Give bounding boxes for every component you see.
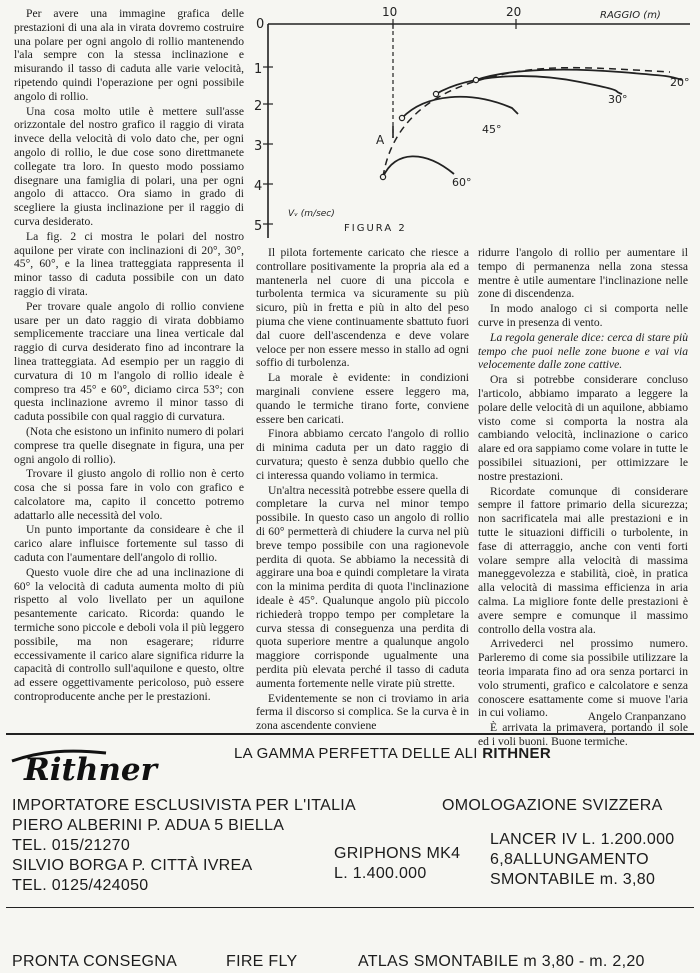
col2-paragraph-3: Finora abbiamo cercato l'angolo di rollio di minima caduta per un dato raggio di curvatura; questo è senza dubbio quello che ci interessa quando voliamo in termica. — [256, 427, 469, 482]
model1-price: L. 1.400.000 — [334, 865, 427, 882]
model2-line1: LANCER IV L. 1.200.000 — [490, 831, 675, 848]
footer-right: ATLAS SMONTABILE m 3,80 - m. 2,20 — [358, 953, 645, 970]
tangent-point-30 — [433, 91, 438, 96]
col3-paragraph-7: È arrivata la primavera, portando il sole ed i voli buoni. Buone termiche. — [478, 721, 688, 748]
y-tick-label-5: 5 — [254, 219, 263, 234]
col1-paragraph-1: Per avere una immagine grafica delle prestazioni di una ala in virata dovremo costruire una polare per ogni angolo di rollio mantenendo l'ala sempre con la stessa inclinazione e misurando il tasso di caduta alle varie velocità, ripetendo quindi l'operazione per ogni possibile angolo di rollio. — [14, 7, 244, 103]
column-2 — [256, 246, 469, 734]
x-tick-label-10: 10 — [382, 5, 398, 19]
x-tick-label-0: 0 — [256, 17, 265, 32]
footer-left: PRONTA CONSEGNA — [12, 953, 178, 970]
polar-curve-30 — [436, 76, 622, 94]
col2-paragraph-1: Il pilota fortemente caricato che riesce a controllare positivamente la propria ala ed a mantenerla nel cuore di una piccola e turbolenta termica va sicuramente su più sicuro, più in fretta e più in alto del peso piuma che viene continuamente sbattuto fuori dal cuore dell'ascendenza e deve volare veloce per non essere messo in stallo ad ogni soffio di turbolenza. — [256, 246, 469, 370]
curve-label-30: 30° — [608, 93, 628, 106]
y-axis-label: Vᵥ (m/sec) — [288, 209, 335, 219]
y-tick-label-2: 2 — [254, 99, 263, 114]
dealer2-line: SILVIO BORGA P. CITTÀ IVREA — [12, 857, 253, 874]
headline-brand: RITHNER — [482, 745, 551, 762]
col1-paragraph-3: La fig. 2 ci mostra le polari del nostro aquilone per virate con inclinazioni di 20°, 30°, 45°, 60°, e la linea tratteggiata rappresenta il minor tasso di caduta possibile con un dato raggio di virata. — [14, 229, 244, 298]
figure-label: FIGURA 2 — [344, 223, 407, 234]
author-signature: Angelo Cranpanzano — [587, 710, 686, 723]
dealer1-line: PIERO ALBERINI P. ADUA 5 BIELLA — [12, 817, 285, 834]
y-tick-label-1: 1 — [254, 62, 263, 77]
column-1 — [14, 7, 244, 705]
homologation-line: OMOLOGAZIONE SVIZZERA — [442, 797, 663, 814]
col2-paragraph-5: Evidentemente se non ci troviamo in aria ferma il discorso si complica. Se la curva è in zona ascendente conviene — [256, 691, 469, 733]
x-tick-label-20: 20 — [506, 5, 522, 19]
ad-headline — [234, 745, 551, 762]
col3-paragraph-6: Arrivederci nel prossimo numero. Parleremo di come sia possibile utilizzare la teoria imparata fino ad ora senza portarci in volo strumenti, grafico e calcolatore e senza conoscere esattamente come si muove l'aria in cui voliamo. — [478, 637, 688, 720]
curve-label-60: 60° — [452, 176, 472, 189]
col1-paragraph-2: Una cosa molto utile è mettere sull'asse orizzontale del nostro grafico il raggio di virata invece della velocità di volo dato che, per ogni angolo di rollio, le due cose sono direttmanete collegate tra loro. In questo modo possiamo disegnare una famiglia di polari, una per ogni angolo di attacco. Ora siamo in grado di scegliere la giusta inclinazione per il raggio di curva desiderato. — [14, 104, 244, 228]
logo-text: Rithner — [24, 752, 157, 787]
tangent-point-20 — [473, 77, 478, 82]
col2-paragraph-4: Un'altra necessità potrebbe essere quella di completare la curva nel minor tempo possibile. In questo caso un angolo di rollio di 60° permetterà di chiudere la curva nel più breve tempo possibile con una ragionevole perdita di quota. Se abbiamo la necessità di aggirare una boa e quindi completare la virata con la minima perdita di quota l'inclinazione ideale è 45°. Qualunque angolo più piccolo richiederà troppo tempo per completare la curva stessa di conseguenza una perdita di quota superiore mentre a qualunque angolo maggiore corrisponde ugualmente una perdita più elevata perché il tasso di caduta aumenta fortemente nelle virate più strette. — [256, 483, 469, 690]
col1-paragraph-5: (Nota che esistono un infinito numero di polari comprese tra quelle disegnate in figura, una per ogni angolo di rollio). — [14, 424, 244, 466]
tel1-line: TEL. 015/21270 — [12, 837, 131, 854]
tangent-point-60 — [380, 174, 385, 179]
col3-paragraph-2: In modo analogo ci si comporta nelle curve in presenza di vento. — [478, 302, 688, 329]
model2-line3: SMONTABILE m. 3,80 — [490, 871, 656, 888]
polar-curve-45 — [402, 97, 518, 118]
column-3 — [478, 246, 688, 750]
x-axis-label: RAGGIO (m) — [600, 10, 661, 21]
col3-paragraph-5: Ricordate comunque di considerare sempre il fattore primario della sicurezza; non sacrificatela mai alle prestazioni e in tutte le situazioni difficili o turbolente, in fase di atterraggio, anche con venti forti volare sempre alla velocità di massima maneggevolezza e stabilità, cioè, in pratica alla velocità di massima efficienza in aria calma. La migliore fonte delle prestazioni è avere sempre e comunque il massimo controllo della vostra ala. — [478, 484, 688, 636]
min-sink-envelope — [383, 68, 670, 177]
model1-name: GRIPHONS MK4 — [334, 845, 461, 862]
col1-paragraph-4: Per trovare quale angolo di rollio conviene usare per un dato raggio di virata dobbiamo semplicemente tracciare una linea verticale dal raggio di curva desiderato fino ad incontrare la linea tratteggiata. Ad esempio per un raggio di curvatura di 10 m l'angolo di rollio ideale è compreso tra 45° e 60°, diciamo circa 53°; con questa inclinazione avremo il minor tasso di caduta possibile con qual raggio di curvatura. — [14, 299, 244, 424]
col3-paragraph-3-rule: La regola generale dice: cerca di stare più tempo che puoi nelle zone buone e vai via velocemente dalle zone cattive. — [478, 330, 689, 372]
col1-paragraph-7: Un punto importante da consideare è che il carico alare influisce fortemente sul tasso di caduta con l'aumentare dell'angolo di rollio. — [14, 523, 244, 565]
tel2-line: TEL. 0125/424050 — [12, 877, 149, 894]
polar-curve-60 — [383, 156, 454, 177]
rithner-logo-svg — [10, 743, 196, 787]
footer-mid: FIRE FLY — [226, 953, 298, 970]
y-tick-label-3: 3 — [254, 139, 263, 154]
col3-paragraph-4: Ora si potrebbe considerare concluso l'articolo, abbiamo imparato a leggere la polare delle velocità di un aquilone, abbiamo visto come si comporta la nostra ala cambiando velocità, inclinazione o carico alare ed ora sappiamo come volare in tutte le possibilei situazioni, per ottimizzare le nostre prestazioni. — [478, 373, 688, 483]
y-tick-label-4: 4 — [254, 179, 263, 194]
importer-line: IMPORTATORE ESCLUSIVISTA PER L'ITALIA — [12, 797, 357, 814]
curve-label-45: 45° — [482, 123, 502, 136]
ad-divider — [6, 907, 694, 908]
rithner-logo — [10, 743, 196, 787]
col2-paragraph-2: La morale è evidente: in condizioni marginali conviene essere leggero ma, quando le termiche tirano forte, conviene essere ben caricati. — [256, 371, 469, 426]
col1-paragraph-6: Trovare il giusto angolo di rollio non è certo cosa che si possa fare in volo con grafico e calcolatore ma, capito il concetto potremo adattarlo alle necessità del volo. — [14, 467, 244, 522]
point-label-a: A — [376, 133, 385, 147]
col1-paragraph-8: Questo vuole dire che ad una inclinazione di 60° la velocità di caduta aumenta molto di più rispetto al volo livellato per un aquilone pesantemente caricato. Ricorda: quando le termiche sono piccole e deboli vola il più leggero possibile, ma non esagerare; ridurre eccessivamente il carico alare significa ridurre la capacità di controllo sull'aquilone e questo, oltre ad essere oggettivamente pericoloso, può essere controproducente anche per le prestazioni. — [14, 565, 244, 704]
model2-line2: 6,8ALLUNGAMENTO — [490, 851, 649, 868]
figure-2-chart — [250, 2, 695, 246]
tangent-point-45 — [399, 115, 404, 120]
curve-label-20: 20° — [670, 76, 690, 89]
headline-prefix: LA GAMMA PERFETTA DELLE ALI — [234, 745, 478, 762]
col3-paragraph-1: ridurre l'angolo di rollio per aumentare il tempo di permanenza nella zona stessa mentre è utile aumentare l'inclinazione nelle zone di discendenza. — [478, 246, 688, 301]
rithner-advertisement — [6, 733, 694, 973]
polar-chart-svg — [250, 2, 695, 246]
